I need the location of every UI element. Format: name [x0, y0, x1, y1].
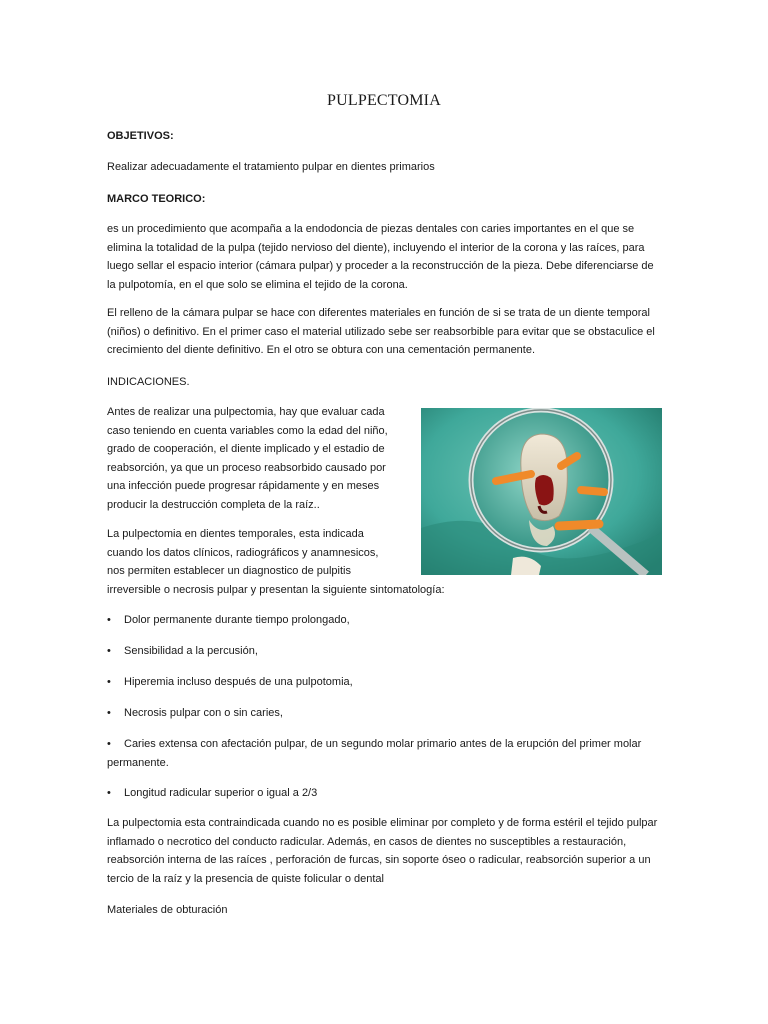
indicaciones-paragraph-1: Antes de realizar una pulpectomia, hay que evaluar cada caso teniendo en cuenta variables como la edad del niño, grado de cooperación, el diente implicado y el estadio de reabsorción, ya que un proceso reabsorbido causado por una infección puede progresar rápidamente y en meses producir la destrucción completa de la raíz..	[107, 406, 388, 511]
bullet-icon: •	[107, 738, 111, 750]
marco-teorico-heading: MARCO TEORICO:	[107, 193, 206, 205]
marco-teorico-paragraph-2: El relleno de la cámara pulpar se hace con diferentes materiales en función de si se trata de un diente temporal (niños) o definitivo. En el primer caso el material utilizado sebe ser reabsorbible para evitar que se obstaculice el crecimiento del diente definitivo. En el otro se obtura con una cementación permanente.	[107, 307, 655, 356]
bullet-icon: •	[107, 676, 111, 688]
bullet-icon: •	[107, 614, 111, 626]
list-item	[107, 704, 663, 723]
bullet-text: Caries extensa con afectación pulpar, de un segundo molar primario antes de la erupción del primer molar permanente.	[107, 738, 642, 769]
objetivos-text: Realizar adecuadamente el tratamiento pulpar en dientes primarios	[107, 161, 435, 173]
marco-teorico-paragraph-1: es un procedimiento que acompaña a la endodoncia de piezas dentales con caries importantes en el que se elimina la totalidad de la pulpa (tejido nervioso del diente), incluyendo el interior de la corona y las raíces, para luego sellar el espacio interior (cámara pulpar) y proceder a la reconstrucción de la pieza. Debe diferenciarse de la pulpotomía, en el que solo se elimina el tejido de la corona.	[107, 223, 654, 291]
objetivos-heading: OBJETIVOS:	[107, 130, 174, 142]
bullet-text: Hiperemia incluso después de una pulpotomia,	[124, 676, 353, 688]
list-item	[107, 642, 663, 661]
bullet-icon: •	[107, 707, 111, 719]
dental-photo-image	[421, 408, 662, 575]
bullet-text: Dolor permanente durante tiempo prolongado,	[124, 614, 350, 626]
page-title: PULPECTOMIA	[327, 92, 441, 109]
bullet-icon: •	[107, 645, 111, 657]
bullet-text: Longitud radicular superior o igual a 2/3	[124, 787, 318, 799]
list-item	[107, 735, 663, 772]
bullet-text: Sensibilidad a la percusión,	[124, 645, 258, 657]
bullet-text: Necrosis pulpar con o sin caries,	[124, 707, 283, 719]
indicaciones-heading: INDICACIONES.	[107, 376, 190, 388]
indicaciones-line: irreversible o necrosis pulpar y presentan la siguiente sintomatología:	[107, 583, 445, 596]
bullet-icon: •	[107, 787, 111, 799]
list-item	[107, 611, 663, 630]
indicaciones-line: La pulpectomia en dientes temporales, esta indicada	[107, 528, 364, 540]
indicaciones-line: cuando los datos clínicos, radiográficos y anamnesicos,	[107, 546, 379, 559]
contraindicaciones-paragraph: La pulpectomia esta contraindicada cuando no es posible eliminar por completo y de forma estéril el tejido pulpar inflamado o necrotico del conducto radicular. Además, en casos de dientes no susceptibles a restauración, reabsorción interna de las raíces , perforación de furcas, sin soporte óseo o radicular, reabsorción superior a un tercio de la raíz y la presencia de quiste folicular o dental	[107, 817, 658, 885]
list-item	[107, 784, 663, 803]
dental-procedure-photo	[421, 408, 662, 575]
list-item	[107, 673, 663, 692]
indicaciones-line: nos permiten establecer un diagnostico de pulpitis	[107, 565, 351, 577]
materiales-heading: Materiales de obturación	[107, 904, 228, 916]
